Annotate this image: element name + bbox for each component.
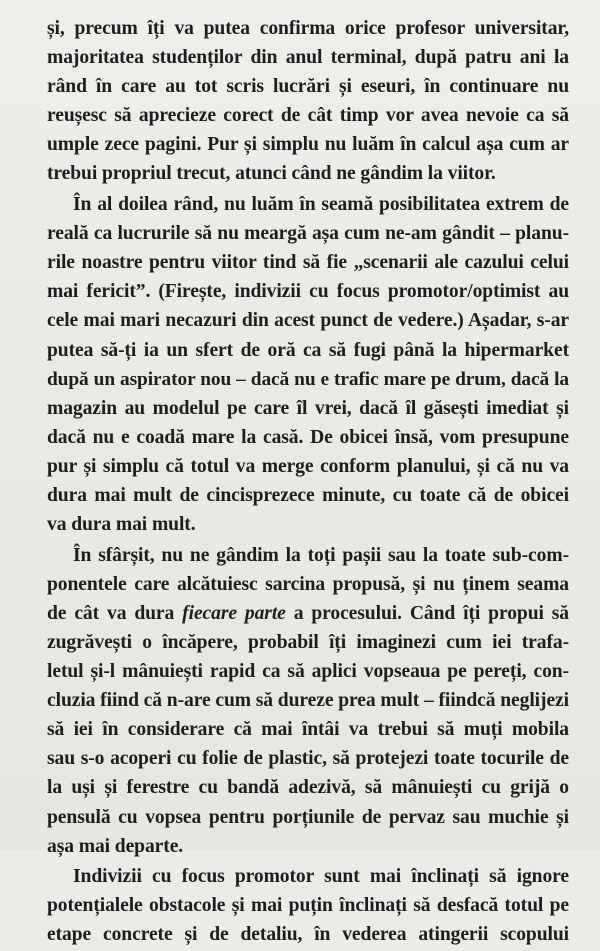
text-line: la uși și ferestre cu bandă adezivă, să mânuiești cu grijă o [47,777,569,799]
text-line: majoritatea studenților din anul terminal, după patru ani la [47,47,569,69]
text-line: va dura mai mult. [47,514,196,536]
paragraph-4 [47,862,569,949]
text-line: mai fericit”. (Firește, indivizii cu focus promotor/optimist au [47,281,569,303]
text-line: putea să-ți ia un sfert de oră ca să fugi până la hipermarket [47,339,569,361]
text-line: reușesc să aprecieze corect de cât timp vor avea nevoie ca să [47,105,569,127]
text-line: etape concrete și de detaliu, în vederea atingerii scopului [47,924,569,946]
text-line: umple zece pagini. Pur și simplu nu luăm în calcul așa cum ar [47,134,569,156]
text-line: zugrăvești o încăpere, probabil îți imaginezi cum iei trafa- [47,631,569,653]
text-line: să iei în considerare că mai întâi va trebui să muți mobila [47,719,569,741]
text-line: cele mai mari necazuri din acest punct de vedere.) Așadar, s-ar [47,310,569,332]
text-line: potențialele obstacole și mai puțin înclinați să desfacă totul pe [47,895,569,917]
paragraph-2 [47,190,569,539]
paragraph-1 [47,14,569,189]
paragraph-3 [47,541,569,861]
text-line: În sfârșit, nu ne gândim la toți pașii sau la toate sub-com- [73,544,569,566]
text-line: dura mai mult de cincisprezece minute, cu toate că de obicei [47,485,569,506]
text-line: rile noastre pentru viitor tind să fie „scenarii ale cazului celui [47,252,569,274]
text-line: ponentele care alcătuiesc sarcina propusă, și nu ținem seama [47,573,569,595]
text-line: Indivizii cu focus promotor sunt mai înclinați să ignore [73,866,569,888]
text-line-with-italic: de cât va dura fiecare parte a procesului. Când îți propui să [47,602,569,624]
text-line: reală ca lucrurile să nu meargă așa cum ne-am gândit – planu- [47,223,569,245]
page-text [47,14,569,951]
text-line: trebui propriul trecut, atunci când ne gândim la viitor. [47,163,496,185]
text-line: rând în care au tot scris lucrări și eseuri, în continuare nu [47,76,569,98]
text-line: cluzia fiind că n-are cum să dureze prea mult – fiindcă neglijezi [47,690,569,712]
text-line: dacă nu e coadă mare la casă. De obicei însă, vom presupune [47,426,569,448]
italic-emphasis: fiecare parte [182,602,286,624]
text-line: În al doilea rând, nu luăm în seamă posibilitatea extrem de [73,194,569,216]
text-line: pensulă cu vopsea pentru porțiunile de pervaz sau muchie și [47,806,569,828]
text-line: letul și-l mânuiești rapid ca să aplici vopseaua pe pereți, con- [47,661,569,683]
text-line: pur și simplu că totul va merge conform planului, și că nu va [47,455,569,477]
text-line: sau s-o acoperi cu folie de plastic, să protejezi toate tocurile de [47,748,569,770]
text-line: și, precum îți va putea confirma orice profesor universitar, [47,18,569,39]
text-line: magazin au modelul pe care îl vrei, dacă îl găsești imediat și [47,397,569,419]
margin-speck [0,572,8,586]
text-line: după un aspirator nou – dacă nu e trafic mare pe drum, dacă la [47,368,569,390]
text-line: așa mai departe. [47,835,184,857]
